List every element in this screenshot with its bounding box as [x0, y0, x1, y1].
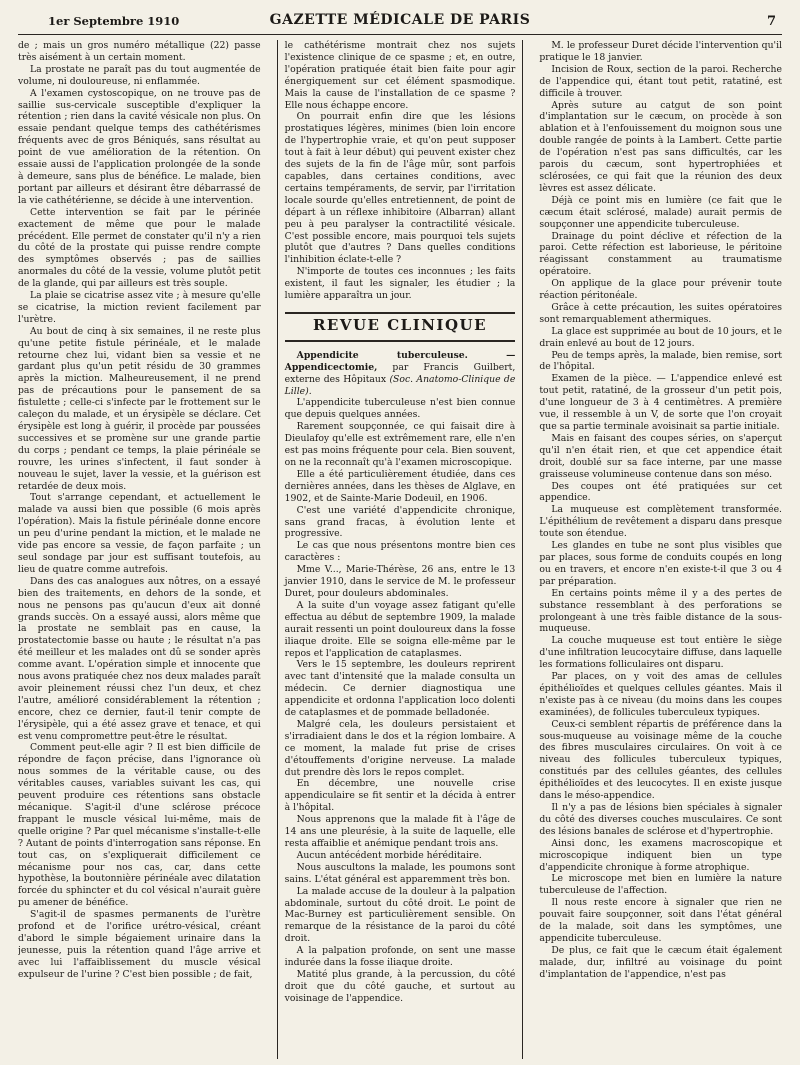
paragraph: Rarement soupçonnée, ce qui faisait dire à Dieulafoy qu'elle est extrêmement rare, elle n'en est pas moins fréquente pour cela. Bien souvent, on ne la reconnaît qu'à l'examen microscopique. — [284, 421, 516, 468]
article-affiliation: externe des Hôpitaux — [284, 373, 387, 385]
article-author: Francis Guilbert, — [423, 361, 516, 373]
paragraph: de ; mais un gros numéro métallique (22) passe très aisément à un certain moment. — [18, 40, 261, 63]
paragraph: Le microscope met bien en lumière la nature tuberculeuse de l'affection. — [539, 873, 782, 897]
paragraph: Par places, on y voit des amas de cellules épithélioïdes et quelques cellules géantes. Mais il n'existe pas à ce niveau (du moins dans les coupes examinées), de follicules tuberculeux typiques. — [539, 671, 782, 718]
column-1 — [18, 40, 265, 1059]
paragraph: Vers le 15 septembre, les douleurs reprirent avec tant d'intensité que la malade consulta un médecin. Ce dernier diagnostiqua une appendicite et ordonna l'application loco dolenti de cataplasmes et de pommade belladonée. — [284, 659, 516, 719]
paragraph: La muqueuse est complètement transformée. L'épithélium de revêtement a disparu dans presque toute son étendue. — [539, 504, 782, 540]
paragraph: A la suite d'un voyage assez fatigant qu'elle effectua au début de septembre 1909, la malade aurait ressenti un point douloureux dans la fosse iliaque droite. Elle se soigna elle-même par le repos et l'application de cataplasmes. — [284, 599, 516, 659]
paragraph: On applique de la glace pour prévenir toute réaction péritonéale. — [539, 278, 782, 302]
paragraph: Le cas que nous présentons montre bien ces caractères : — [284, 540, 516, 564]
journal-title: GAZETTE MÉDICALE DE PARIS — [269, 12, 531, 28]
paragraph: La glace est supprimée au bout de 10 jours, et le drain enlevé au bout de 12 jours. — [539, 325, 782, 349]
article-society: (Soc. Anatomo-Clinique de Lille). — [284, 373, 516, 397]
article-heading — [285, 350, 516, 398]
paragraph: S'agit-il de spasmes permanents de l'urètre profond et de l'orifice urétro-vésical, créant d'abord le simple bégaiement urinaire dans la jeunesse, puis la rétention quand l'âge arrive et avec lui l'affaiblissement du muscle vésical expulseur de l'urine ? C'est bien possible ; de fait, — [18, 909, 261, 980]
paragraph: Au bout de cinq à six semaines, il ne reste plus qu'une petite fistule périnéale, et le malade retourne chez lui, vidant bien sa vessie et ne gardant plus qu'un petit résidu de 30 grammes après la miction. Malheureusement, il ne prend pas de précautions pour le pansement de sa fistulette ; celle-ci s'infecte par le frottement sur le caleçon du malade, et un érysipèle se déclare. Cet érysipèle est long à guérir, il procède par poussées successives et se promène sur une grande partie du corps ; pendant ce temps, la plaie périnéale se rouvre, les urines s'infectent, il faut sonder à nouveau le sujet, laver la vessie, et la guérison est retardée de deux mois. — [18, 325, 261, 492]
paragraph: Matité plus grande, à la percussion, du côté droit que du côté gauche, et surtout au voisinage de l'appendice. — [284, 968, 516, 1004]
column-3 — [535, 40, 782, 1059]
running-header — [18, 8, 782, 36]
paragraph: Aucun antécédent morbide héréditaire. — [296, 849, 482, 861]
column-2-bottom-paragraphs — [285, 397, 516, 1004]
article-title: Appendicite tuberculeuse. — Appendicectomie, — [284, 349, 516, 373]
paragraph: Après suture au catgut de son point d'implantation sur le cæcum, on procède à son ablation et à l'enfouissement du moignon sous une double rangée de points à la Lambert. Cette partie de l'opération n'est pas sans difficultés, car les parois du cæcum, sont hypertrophiées et sclérosées, ce qui fait que la réunion des deux lèvres est assez délicate. — [539, 99, 782, 194]
paragraph: Il n'y a pas de lésions bien spéciales à signaler du côté des diverses couches musculaires. Ce sont des lésions banales de sclérose et d'hypertrophie. — [539, 802, 782, 837]
paragraph: N'importe de toutes ces inconnues ; les faits existent, il faut les signaler, les étudier ; la lumière apparaîtra un jour. — [284, 266, 516, 302]
paragraph: M. le professeur Duret décide l'intervention qu'il pratique le 18 janvier. — [539, 40, 782, 63]
paragraph: Grâce à cette précaution, les suites opératoires sont remarquablement athermiques. — [539, 301, 782, 325]
paragraph: Incision de Roux, section de la paroi. Recherche de l'appendice qui, étant tout petit, ratatiné, est difficile à trouver. — [539, 63, 782, 99]
text-columns — [18, 40, 782, 1059]
paragraph: Nous apprenons que la malade fit à l'âge de 14 ans une pleurésie, à la suite de laquelle, elle resta affaiblie et anémique pendant trois ans. — [284, 814, 516, 849]
column-3-paragraphs — [539, 40, 782, 981]
paragraph: De plus, ce fait que le cæcum était également malade, dur, infiltré au voisinage du point d'implantation de l'appendice, n'est pas — [539, 944, 782, 980]
paragraph: Comment peut-elle agir ? Il est bien difficile de répondre de façon précise, dans l'ignorance où nous sommes de la véritable cause, ou des véritables causes, variables suivant les cas, qui peuvent produire ces rétentions sans obstacle mécanique. S'agit-il d'une sclérose précoce frappant le muscle vésical lui-même, mais de quelle origine ? Par quel mécanisme s'installe-t-elle ? Autant de points d'interrogation sans réponse. En tout cas, on s'expliquerait difficilement ce mécanisme pour nos cas, car, dans cette hypothèse, la boutonnière périnéale avec dilatation forcée du sphincter et du col vésical n'aurait guère pu amener de bénéfice. — [18, 742, 261, 909]
section-title: REVUE CLINIQUE — [312, 315, 488, 334]
paragraph: Malgré cela, les douleurs persistaient et s'irradiaient dans le dos et la région lombaire. A ce moment, la malade fut prise de crises d'étouffements d'origine nerveuse. La malade dut prendre dès lors le repos complet. — [284, 718, 516, 778]
paragraph: Nous auscultons la malade, les poumons sont sains. L'état général est apparemment très bon. — [284, 861, 516, 885]
paragraph: En décembre, une nouvelle crise appendiculaire se fit sentir et la décida à entrer à l'hôpital. — [284, 778, 516, 814]
column-2-top-paragraphs — [285, 40, 516, 302]
header-rule — [18, 34, 782, 35]
paragraph: le cathétérisme montrait chez nos sujets l'existence clinique de ce spasme ; et, en outre, l'opération pratiquée était bien faite pour agir énergiquement sur cet élément spasmodique. Mais la cause de l'installation de ce spasme ? Elle nous échappe encore. — [284, 40, 516, 111]
issue-date: 1er Septembre 1910 — [48, 14, 180, 28]
paragraph: A la palpation profonde, on sent une masse indurée dans la fosse iliaque droite. — [284, 945, 516, 969]
paragraph: En certains points même il y a des pertes de substance ressemblant à des perforations se prolongeant à une très faible distance de la sous-muqueuse. — [539, 587, 782, 635]
paragraph: Ainsi donc, les examens macroscopique et microscopique indiquent bien un type d'appendicite chronique à forme atrophique. — [539, 837, 782, 873]
paragraph: La plaie se cicatrise assez vite ; à mesure qu'elle se cicatrise, la miction revient facilement par l'urètre. — [18, 290, 261, 325]
paragraph: Peu de temps après, la malade, bien remise, sort de l'hôpital. — [539, 349, 782, 373]
paragraph: Les glandes en tube ne sont plus visibles que par places, sous forme de conduits coupés en long ou en travers, et encore n'en existe-t-il que 3 ou 4 par préparation. — [539, 540, 782, 587]
paragraph: Il nous reste encore à signaler que rien ne pouvait faire soupçonner, soit dans l'état général de la malade, soit dans les symptômes, une appendicite tuberculeuse. — [539, 897, 782, 944]
paragraph: Drainage du point déclive et réfection de la paroi. Cette réfection est laborieuse, le péritoine réagissant constamment au traumatisme opératoire. — [539, 230, 782, 278]
paragraph: A l'examen cystoscopique, on ne trouve pas de saillie sus-cervicale susceptible d'expliquer la rétention ; rien dans la cavité vésicale non plus. On essaie pendant quelque temps des cathétérismes fréquents avec de gros Béniqués, sans résultat au point de vue amélioration de la rétention. On essaie aussi de l'application prolongée de la sonde à demeure, sans plus de bénéfice. Le malade, bien portant par ailleurs et désirant être débarrassé de la vie cathétérienne, se décide à une intervention. — [18, 87, 261, 206]
paragraph: La prostate ne paraît pas du tout augmentée de volume, ni douloureuse, ni enflammée. — [18, 63, 261, 87]
column-2 — [277, 40, 524, 1059]
article-author-prefix: par — [392, 361, 409, 373]
page-number: 7 — [766, 14, 776, 29]
paragraph: Mme V..., Marie-Thérèse, 26 ans, entre le 13 janvier 1910, dans le service de M. le professeur Duret, pour douleurs abdominales. — [284, 564, 516, 599]
paragraph: On pourrait enfin dire que les lésions prostatiques légères, minimes (bien loin encore de l'hypertrophie vraie, et qu'on peut supposer tout à fait à leur début) qui peuvent exister chez des sujets de la fin de l'âge mûr, sont parfois capables, dans certaines conditions, avec certains tempéraments, de servir, par l'irritation locale sourde qu'elles entretiennent, de point de départ à un réflexe inhibitoire (Albarran) allant peu à peu paralyser la contractilité vésicale. C'est possible encore, mais pourquoi tels sujets plutôt que d'autres ? Dans quelles conditions l'inhibition éclate-t-elle ? — [284, 111, 516, 266]
paragraph: Dans des cas analogues aux nôtres, on a essayé bien des traitements, en dehors de la sonde, et nous ne pensons pas qu'aucun d'eux ait donné grands succès. On a essayé aussi, alors même que la prostate ne semblait pas en cause, la prostatectomie basse ou haute ; le résultat n'a pas été meilleur et les malades ont dû se sonder après comme avant. L'opération simple et innocente que nous avons pratiquée chez nos deux malades paraît avoir pleinement réussi chez l'un deux, et chez l'autre, amélioré considérablement la rétention ; encore, chez ce dernier, faut-il tenir compte de l'érysipèle, qui a été assez grave et tenace, et qui est venu compromettre peut-être le résultat. — [18, 575, 261, 742]
paragraph: L'appendicite tuberculeuse n'est bien connue que depuis quelques années. — [284, 397, 516, 421]
paragraph: Des coupes ont été pratiquées sur cet appendice. — [539, 480, 782, 504]
paragraph: C'est une variété d'appendicite chronique, sans grand fracas, à évolution lente et progressive. — [284, 504, 516, 540]
paragraph: Cette intervention se fait par le périnée exactement de même que pour le malade précédent. Elle permet de constater qu'il n'y a rien du côté de la prostate qui puisse rendre compte des symptômes observés ; pas de saillies anormales du côté de la vessie, volume plutôt petit de la glande, qui par ailleurs est très souple. — [18, 206, 261, 290]
paragraph: La couche muqueuse est tout entière le siège d'une infiltration leucocytaire diffuse, dans laquelle les formations folliculaires ont disparu. — [539, 635, 782, 671]
paragraph: Examen de la pièce. — L'appendice enlevé est tout petit, ratatiné, de la grosseur d'un petit pois, d'une longueur de 3 à 4 centimètres. A première vue, il ressemble à un V, de sorte que l'on croyait que sa partie terminale avoisinait sa partie initiale. — [539, 373, 782, 432]
column-1-paragraphs — [18, 40, 261, 981]
paragraph: Ceux-ci semblent répartis de préférence dans la sous-muqueuse au voisinage même de la couche des fibres musculaires circulaires. On voit à ce niveau des follicules tuberculeux typiques, constitués par des cellules géantes, des cellules épithélioïdes et des leucocytes. Il en existe jusque dans le méso-appendice. — [539, 718, 782, 802]
section-heading-box — [285, 312, 516, 342]
paragraph: La malade accuse de la douleur à la palpation abdominale, surtout du côté droit. Le point de Mac-Burney est particulièrement sensible. On remarque de la résistance de la paroi du côté droit. — [284, 885, 516, 945]
paragraph: Tout s'arrange cependant, et actuellement le malade va aussi bien que possible (6 mois après l'opération). Mais la fistule périnéale donne encore un peu d'urine pendant la miction, et le malade ne vide pas encore sa vessie, de façon parfaite ; un seul sondage par jour est suffisant toutefois, au lieu de quatre comme autrefois. — [18, 492, 261, 575]
paragraph: Déjà ce point mis en lumière (ce fait que le cæcum était sclérosé, malade) aurait permis de soupçonner une appendicite tuberculeuse. — [539, 194, 782, 230]
paragraph: Mais en faisant des coupes séries, on s'aperçut qu'il n'en était rien, et que cet appendice était droit, doublé sur sa face interne, par une masse graisseuse volumineuse contenue dans son méso. — [539, 432, 782, 480]
paragraph: Elle a été particulièrement étudiée, dans ces dernières années, dans les thèses de Alglave, en 1902, et de Sainte-Marie Dodeuil, en 1906. — [284, 468, 516, 504]
